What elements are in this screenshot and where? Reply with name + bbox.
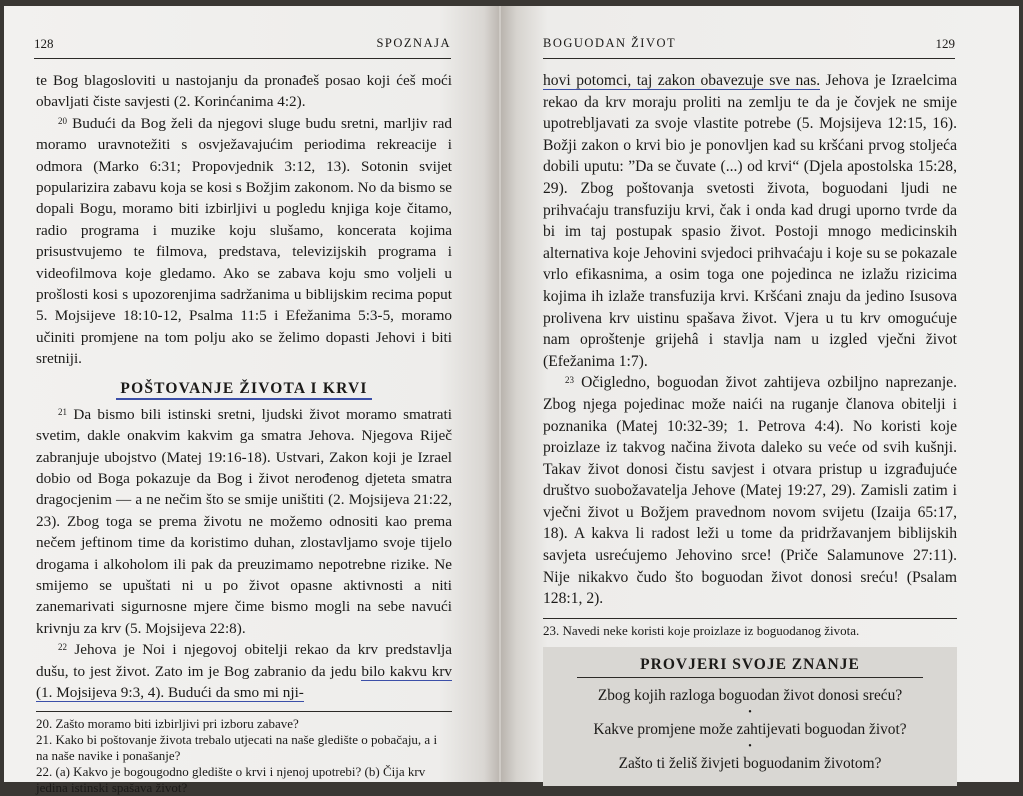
right-page (501, 6, 1019, 782)
bullet-separator: • (748, 706, 752, 718)
page-number: 129 (935, 36, 955, 51)
question-item: 22. (a) Kakvo je bogougodno gledište o krvi i njenoj upotrebi? (b) Čija krv jedina istinski spašava život? (36, 764, 426, 796)
page-number: 128 (34, 36, 54, 51)
paragraph-number: 22 (58, 642, 67, 653)
paragraph-number: 20 (58, 115, 67, 126)
questions-rule (543, 618, 957, 619)
question-item: 20. Zašto moramo biti izbirljivi pri izboru zabave? (36, 716, 299, 732)
left-text-column (36, 70, 452, 796)
header-rule (543, 58, 955, 59)
paragraph-text: Jehova je Noi i njegovoj obitelji rekao da krv predstavlja dušu, to jest život. Zato im je Bog zabranio da jedu (36, 641, 452, 680)
paragraph-number: 23 (565, 375, 574, 386)
paragraph-23 (543, 372, 957, 610)
paragraph-number: 21 (58, 406, 67, 417)
paragraph-22-continued (543, 70, 957, 372)
paragraph-20 (36, 113, 452, 370)
review-title: PROVJERI SVOJE ZNANJE (577, 655, 923, 678)
header-rule (34, 58, 451, 59)
review-question: Zašto ti želiš živjeti boguodanim životom? (618, 754, 882, 772)
running-head-title: SPOZNAJA (376, 36, 451, 50)
underlined-text: hovi potomci, taj zakon obavezuje sve nas. (543, 72, 821, 89)
section-subheading: POŠTOVANJE ŽIVOTA I KRVI (36, 378, 452, 400)
paragraph-text: Očigledno, boguodan život zahtijeva ozbiljno naprezanje. Zbog njega pojedinac može naići na ruganje članova obitelji i poznanika (Matej 10:32-39; 1. Petrova 4:4). No koristi koje proizlaze iz takvog načina života daleko su veće od svih kušnji. Takav život donosi čistu savjest i otvara pristup u izgrađujuće društvo suobožavatelja Jehove (Matej 19:27, 29). Zamisli zatim i vječni život u Božjem pravednom novom svijetu (Izaija 65:17, 18). A kakva li radost leži u tome da pridržavanjem biblijskih savjeta usrećujemo Jehovino srce! (Priče Salamunove 27:11). Nije nikakvo čudo što boguodan život donosi sreću! (Psalam 128:1, 2). (543, 374, 957, 608)
underlined-text: bilo kakvu krv (1. Mojsijeva 9:3, 4). Budući da smo mi nji- (36, 662, 452, 701)
bullet-separator: • (748, 740, 752, 752)
right-text-column (543, 70, 957, 786)
paragraph-text: Budući da Bog želi da njegovi sluge budu sretni, marljiv rad moramo uravnotežiti s osvježavajućim periodima rekreacije i odmora (Marko 6:31; Propovjednik 3:12, 13). Sotonin svijet popularizira zabavu koja se kosi s Božjim zakonom. No da bismo se dopali Bogu, moramo biti izbirljivi u pogledu knjiga koje čitamo, radio programa i muzike koju slušamo, koncerata kojima prisustvujemo te filmova, predstava, televizijskih programa i videofilmova koje gledamo. Ako se zabava koju smo voljeli u prošlosti kosi s upozorenjima sadržanima u biblijskim recima poput 5. Mojsijeve 18:10-12, Psalma 11:5 i Efežanima 5:3-5, moramo učiniti promjene na tom polju ako se želimo dopasti Jehovi i biti sretniji. (36, 114, 452, 368)
question-item: 21. Kako bi poštovanje života trebalo utjecati na naše gledište o pobačaju, a i na naše navike i ponašanje? (36, 732, 438, 764)
paragraph-21 (36, 404, 452, 639)
running-head-title: BOGUODAN ŽIVOT (543, 36, 677, 50)
study-questions (543, 623, 957, 639)
left-page (4, 6, 501, 796)
left-running-header (34, 36, 451, 52)
paragraph-22 (36, 639, 452, 703)
question-item: 23. Navedi neke koristi koje proizlaze iz boguodanog života. (543, 622, 860, 638)
questions-rule (36, 711, 452, 712)
right-running-header (543, 36, 955, 52)
paragraph-continued: te Bog blagosloviti u nastojanju da pronađeš posao koji ćeš moći obavljati čiste savjesti (2. Korinćanima 4:2). (36, 72, 452, 111)
review-question: Zbog kojih razloga boguodan život donosi sreću? (597, 686, 903, 704)
review-question: Kakve promjene može zahtijevati boguodan život? (593, 720, 907, 738)
paragraph-text: Jehova je Izraelcima rekao da krv moraju proliti na zemlju te da je čovjek ne smije upotrebljavati za svoje vlastite potrebe (5. Mojsijeva 12:15, 16). Božji zakon o krvi bio je ponovljen kad su kršćani prvog stoljeća dobili uputu: ”Da se čuvate (...) od krvi“ (Djela apostolska 15:28, 29). Zbog poštovanja svetosti života, boguodani ljudi ne prihvaćaju transfuziju krvi, čak i onda kad drugi uporno tvrde da bi im taj postupak spasio život. Postoji mnogo medicinskih alternativa koje Jehovini svjedoci prihvaćaju i koje su se pokazale vrlo efikasnima, a osim toga one pojedinca ne izlažu rizicima kojima ih izlaže transfuzija krvi. Kršćani znaju da jedino Isusova prolivena krv uistinu spašava život. Vjera u tu krv omogućuje nam oproštenje grijehâ i stavlja nam u izgled vječni život (Efežanima 1:7). (543, 72, 957, 370)
paragraph-text: Da bismo bili istinski sretni, ljudski život moramo smatrati svetim, dakle onakvim kakvim ga smatra Jehova. Njegova Riječ zabranjuje ubojstvo (Matej 19:16-18). Ustvari, Zakon koji je Izrael dobio od Boga pokazuje da Bog i život nerođenog djeteta smatra dragocjenim — a ne nečim što se smije uništiti (2. Mojsijeva 21:22, 23). Zbog toga se prema životu ne možemo odnositi kao prema nečem jeftinom time da koristimo duhan, zlostavljamo svoje tijelo drogama i alkoholom ili pak da preuzimamo nepotrebne rizike. Ne smijemo se upuštati ni u po život opasne aktivnosti a niti zanemarivati sigurnosne mjere čime bismo mogli na sebe navući krivnju za krv (5. Mojsijeva 22:8). (36, 405, 452, 637)
review-box (543, 647, 957, 786)
study-questions (36, 716, 452, 796)
